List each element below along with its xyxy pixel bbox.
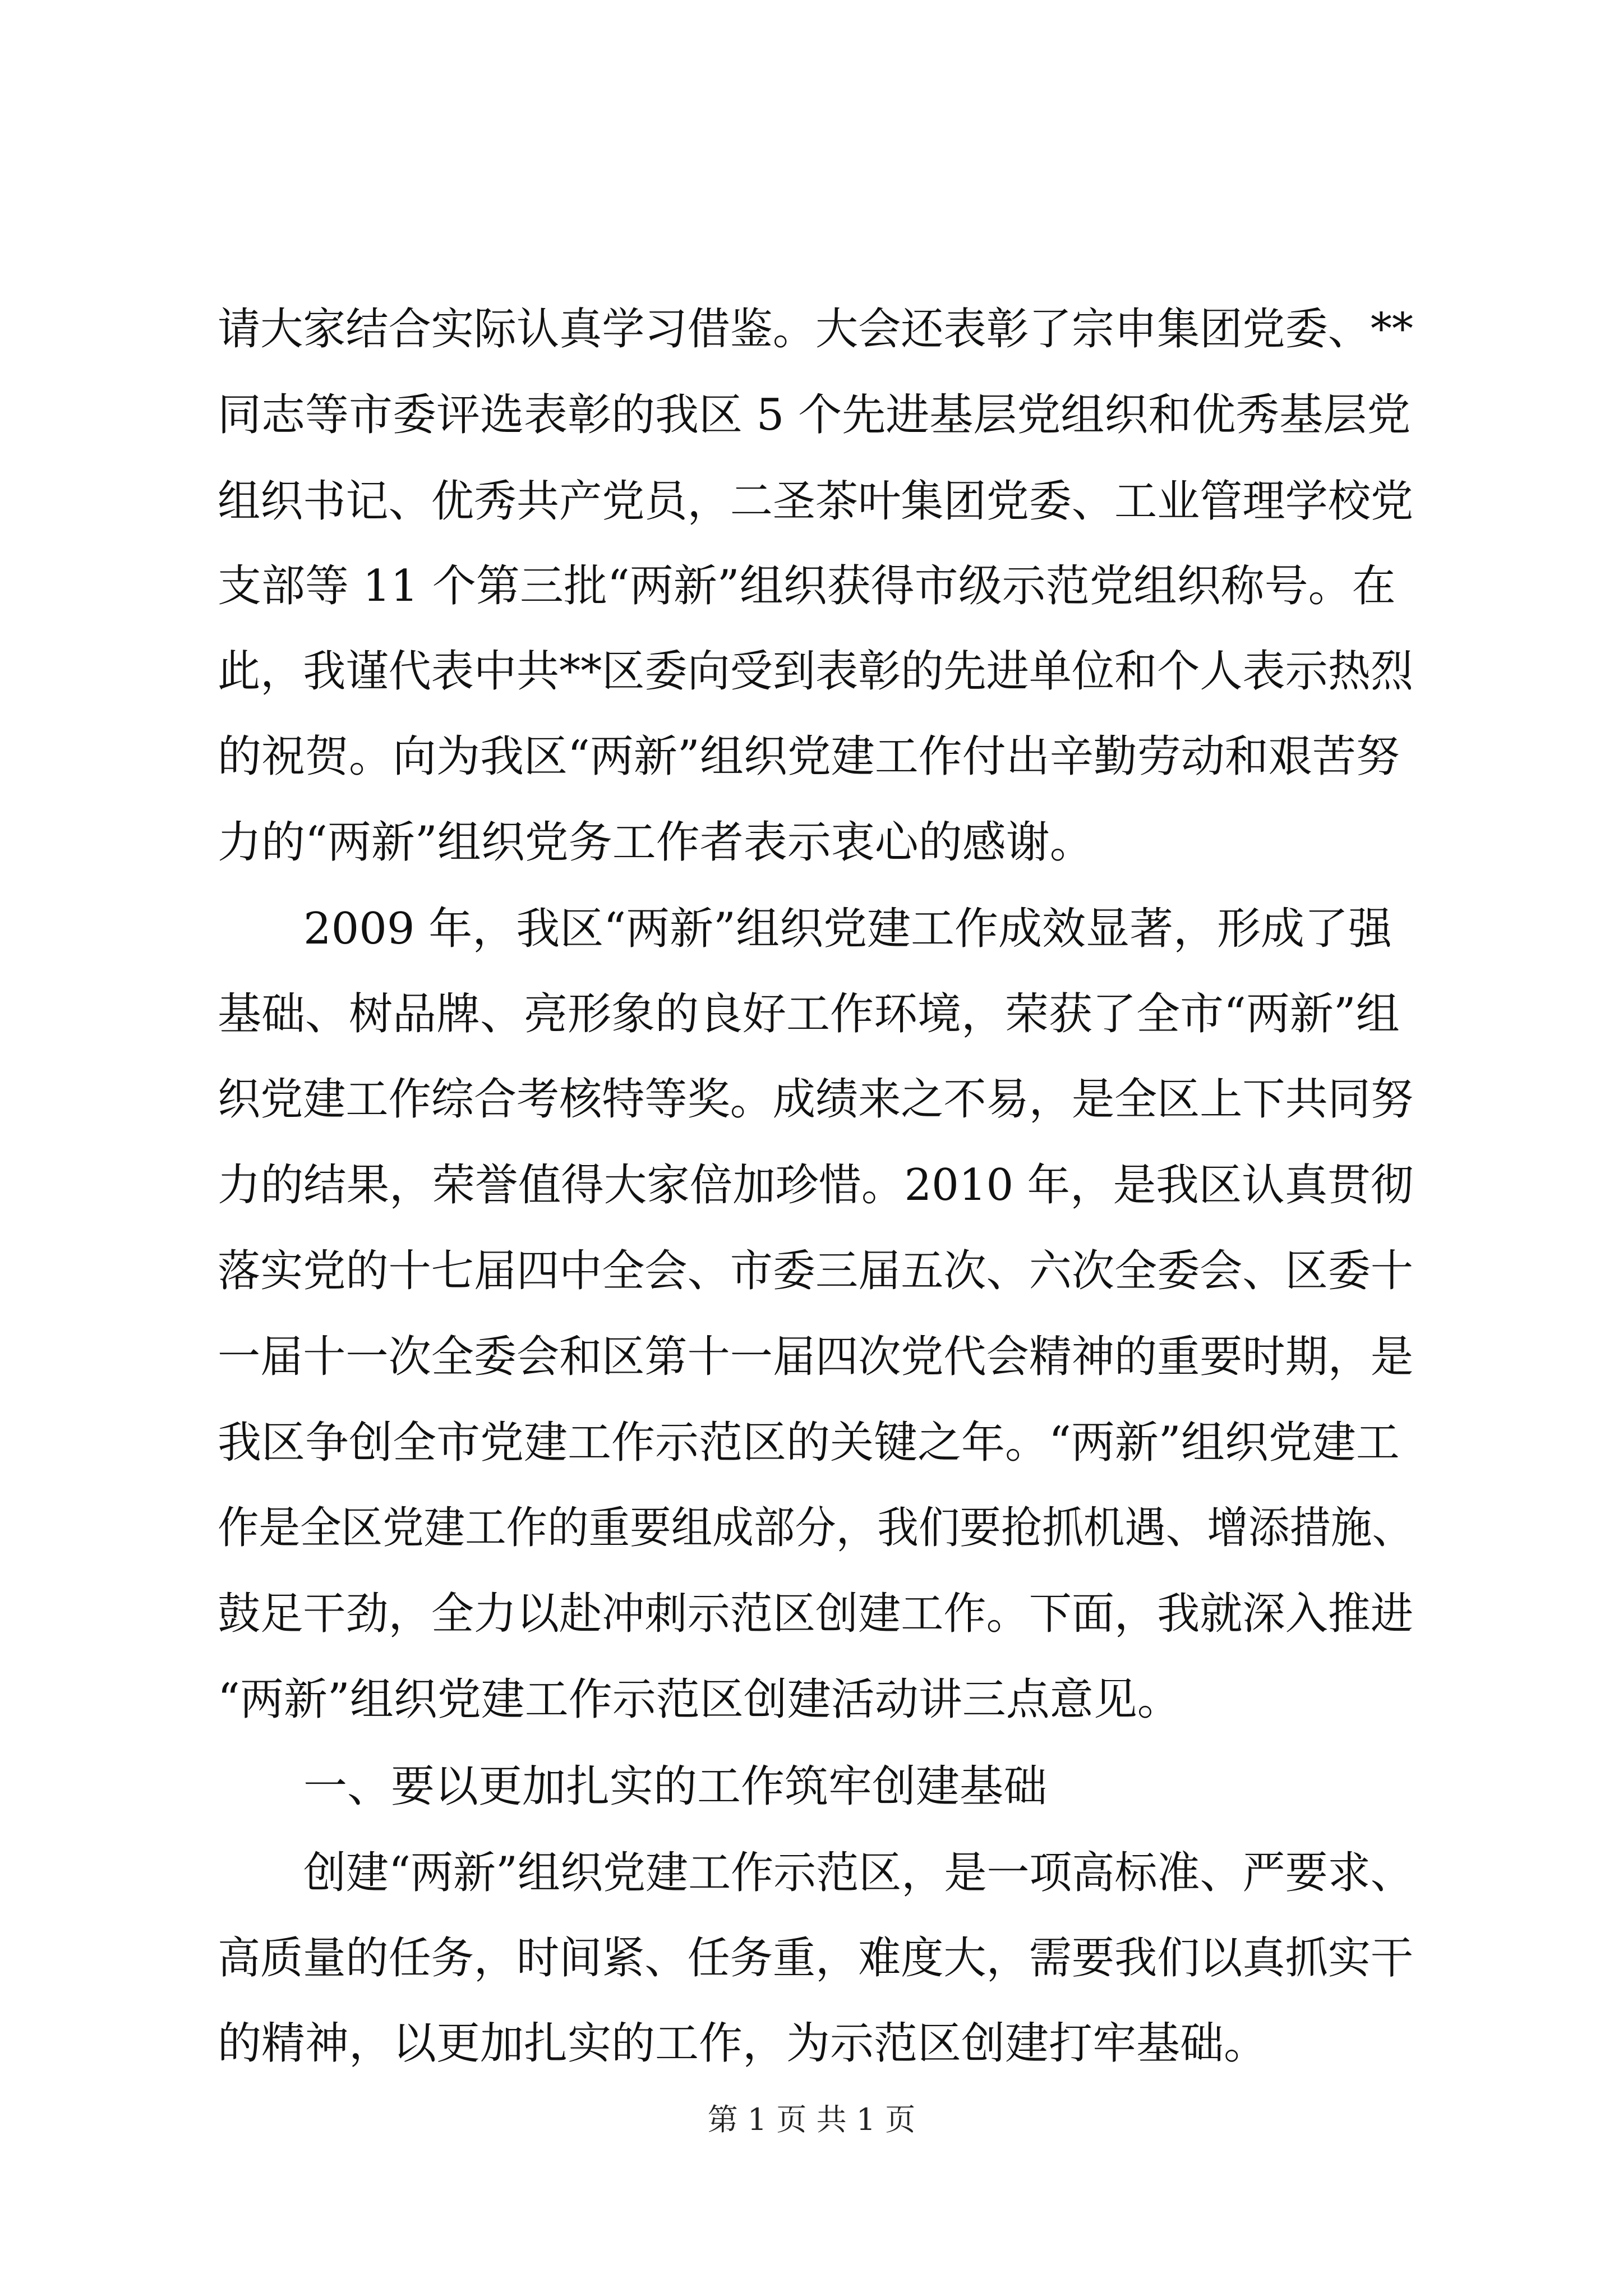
- text-line: 请大家结合实际认真学习借鉴。大会还表彰了宗申集团党委、**: [218, 304, 1414, 355]
- text-line: 一届十一次全委会和区第十一届四次党代会精神的重要时期，是: [218, 1332, 1414, 1382]
- text-line: 此，我谨代表中共**区委向受到表彰的先进单位和个人表示热烈: [218, 646, 1414, 697]
- text-line: 落实党的十七届四中全会、市委三届五次、六次全委会、区委十: [218, 1246, 1414, 1296]
- text-line: 的祝贺。向为我区“两新”组织党建工作付出辛勤劳动和艰苦努: [218, 731, 1400, 782]
- text-line: 作是全区党建工作的重要组成部分，我们要抢抓机遇、增添措施、: [218, 1503, 1414, 1553]
- section-heading: 一、要以更加扎实的工作筑牢创建基础: [303, 1761, 1048, 1812]
- text-line: 织党建工作综合考核特等奖。成绩来之不易，是全区上下共同努: [218, 1074, 1414, 1125]
- text-line: 支部等 11 个第三批“两新”组织获得市级示范党组织称号。在: [218, 561, 1396, 611]
- text-line: 创建“两新”组织党建工作示范区，是一项高标准、严要求、: [303, 1848, 1413, 1898]
- text-line: 高质量的任务，时间紧、任务重，难度大，需要我们以真抓实干: [218, 1933, 1414, 1984]
- text-line: 力的“两新”组织党务工作者表示衷心的感谢。: [218, 817, 1094, 868]
- text-line: “两新”组织党建工作示范区创建活动讲三点意见。: [218, 1674, 1181, 1725]
- text-line: 2009 年，我区“两新”组织党建工作成效显著，形成了强: [303, 904, 1393, 954]
- text-line: 我区争创全市党建工作示范区的关键之年。“两新”组织党建工: [218, 1418, 1400, 1468]
- text-line: 同志等市委评选表彰的我区 5 个先进基层党组织和优秀基层党: [218, 390, 1411, 440]
- text-line: 基础、树品牌、亮形象的良好工作环境，荣获了全市“两新”组: [218, 989, 1400, 1039]
- text-line: 力的结果，荣誉值得大家倍加珍惜。2010 年，是我区认真贯彻: [218, 1160, 1414, 1211]
- text-line: 组织书记、优秀共产党员，二圣茶叶集团党委、工业管理学校党: [218, 476, 1414, 527]
- page-number-footer: 第 1 页 共 1 页: [707, 2102, 916, 2137]
- text-line: 的精神，以更加扎实的工作，为示范区创建打牢基础。: [218, 2018, 1268, 2069]
- text-line: 鼓足干劲，全力以赴冲刺示范区创建工作。下面，我就深入推进: [218, 1589, 1414, 1639]
